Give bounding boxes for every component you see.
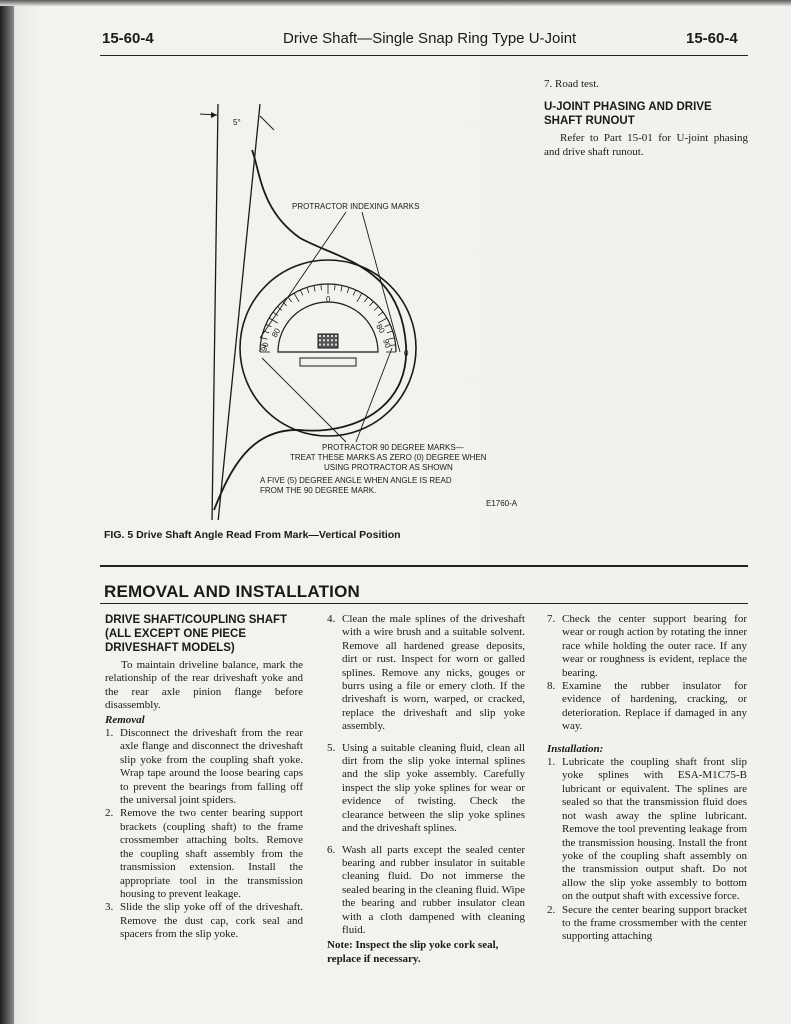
dial-tick [341, 285, 342, 291]
step-text: Lubricate the coupling shaft front slip yoke splines with ESA-M1C75-B lubricant or equivalent. The splines are sealed so that the transmission fluid does not wash away the spline lubricant. Remove the tool preventing leakage from the transmission housing. Install the front yoke of the coupling shaft assembly on the transmission output shaft. Do not allow the slip yoke assembly to bottom on the output shaft with excessive force. [562, 756, 747, 903]
dial-left-90-label: 90 [259, 341, 271, 353]
knurl-dot [335, 335, 337, 337]
knurl-dot [331, 344, 333, 346]
step-number: 2. [547, 903, 556, 916]
dial-left-80-label: 80 [269, 326, 283, 339]
section-rule-bottom [100, 603, 748, 604]
angle-line [218, 104, 260, 520]
label-90-line3: USING PROTRACTOR AS SHOWN [324, 463, 453, 472]
dial-right-90-label: 90 [381, 337, 393, 350]
dial-tick [261, 338, 267, 339]
numbered-step [105, 901, 303, 941]
col1-heading-line-3: DRIVESHAFT MODELS) [105, 642, 235, 654]
section-title: REMOVAL AND INSTALLATION [104, 582, 361, 601]
col1-heading-line-2: (ALL EXCEPT ONE PIECE [105, 628, 247, 640]
intro-paragraph: To maintain driveline balance, mark the relationship of the rear driveshaft yoke and the rear axle pinion flange before disassembly. [105, 659, 303, 712]
angle-arrow-right [260, 116, 274, 130]
step-text: Secure the center bearing support bracket to the frame crossmember with the center supporting attaching [562, 903, 747, 943]
knurl-dot [335, 344, 337, 346]
dial-tick [353, 290, 355, 295]
dial-tick [321, 284, 322, 290]
phasing-paragraph: Refer to Part 15-01 for U-joint phasing and drive shaft runout. [544, 132, 748, 158]
label-90-line2: TREAT THESE MARKS AS ZERO (0) DEGREE WHEN [290, 453, 487, 462]
dial-tick [387, 331, 393, 333]
cork-seal-note: Note: Inspect the slip yoke cork seal, replace if necessary. [327, 939, 499, 965]
removal-label: Removal [105, 713, 145, 726]
knurl-dot [323, 335, 325, 337]
label-five-line1: A FIVE (5) DEGREE ANGLE WHEN ANGLE IS READ [260, 476, 452, 485]
ujoint-phasing-heading [544, 100, 748, 128]
top-edge-shadow [0, 0, 791, 6]
installation-label: Installation: [547, 742, 604, 755]
drive-shaft-heading [105, 613, 303, 655]
dial-tick [364, 297, 368, 302]
heading-line-1: U-JOINT PHASING AND DRIVE [544, 101, 712, 114]
step-text: Slide the slip yoke off of the driveshaft. Remove the dust cap, cork seal and spacers from the slip yoke. [120, 901, 303, 941]
label-five-line2: FROM THE 90 DEGREE MARK. [260, 486, 377, 495]
dial-tick [307, 287, 309, 293]
dial-tick [347, 287, 349, 293]
step-number: 3. [105, 901, 114, 914]
numbered-step [327, 844, 525, 938]
knurl-dot [331, 335, 333, 337]
angle-arrowhead-left [211, 112, 217, 118]
step-text: Check the center support bearing for wear or rough action by rotating the inner race while holding the outer race. If any wear or roughness is evident, replace the bearing. [562, 613, 747, 679]
vertical-reference-line [212, 104, 218, 520]
leader-90-left [262, 358, 346, 442]
binding-shadow [0, 0, 14, 1024]
removal-steps [105, 727, 303, 942]
step-number: 7. [547, 613, 556, 625]
step-text: Using a suitable cleaning fluid, clean all dirt from the slip yoke internal splines and the slip yoke assembly. Carefully inspect the slip yoke splines for wear or evidence of twisting. Check the clearance between the slip yoke splines and the driveshaft splines. [342, 741, 525, 835]
figure-id: E1760-A [486, 499, 518, 508]
knurl-dot [327, 335, 329, 337]
step-number: 6. [327, 843, 336, 856]
step-text: Examine the rubber insulator for evidence of hardening, cracking, or deterioration. Replace if damaged in any way. [562, 680, 747, 733]
knurl-dot [323, 344, 325, 346]
column-1 [105, 613, 303, 942]
page-number-left: 15-60-4 [102, 30, 154, 47]
dial-tick [288, 297, 292, 302]
step-7-road-test: 7. Road test. [544, 78, 599, 90]
step-text: Wash all parts except the sealed center bearing and rubber insulator in suitable cleaning fluid. Do not immerse the sealed bearing in the cleaning fluid. Wipe the bearing and rubber insulator clean with a cloth dampened with cleaning fluid. [342, 843, 525, 936]
numbered-step [547, 904, 747, 944]
dial-right-zero-label: 0 [404, 349, 409, 358]
numbered-step [327, 742, 525, 836]
numbered-step [547, 613, 747, 680]
knurl-dot [323, 339, 325, 341]
dial-tick [294, 293, 299, 302]
dial-tick [357, 293, 362, 302]
level-vial [300, 358, 356, 366]
installation-steps [547, 756, 747, 944]
header-rule [100, 55, 748, 56]
knurl-dot [319, 344, 321, 346]
col1-heading-line-1: DRIVE SHAFT/COUPLING SHAFT [105, 614, 288, 626]
step-number: 1. [547, 756, 556, 769]
knurl-dot [319, 339, 321, 341]
cleaning-steps [327, 613, 525, 937]
dial-tick [369, 301, 373, 305]
dial-tick [300, 290, 302, 295]
section-rule-top [100, 565, 748, 567]
angle-label: 5° [233, 118, 241, 127]
figure-caption: FIG. 5 Drive Shaft Angle Read From Mark—Vertical Position [104, 529, 401, 541]
step-number: 8. [547, 680, 556, 693]
step-text: Disconnect the driveshaft from the rear axle flange and disconnect the driveshaft slip yoke from the coupling shaft yoke. Wrap tape around the loose bearing caps to prevent the bearings from falling off the universal joint spiders. [120, 727, 303, 807]
numbered-step [105, 807, 303, 901]
knurl-dot [327, 339, 329, 341]
running-title: Drive Shaft—Single Snap Ring Type U-Joint [283, 30, 577, 47]
dial-tick [374, 306, 378, 310]
numbered-step [327, 613, 525, 734]
step-number: 1. [105, 727, 114, 740]
step-number: 4. [327, 613, 336, 625]
step-number: 2. [105, 807, 114, 820]
dial-tick [385, 324, 390, 326]
indexing-marks-label: PROTRACTOR INDEXING MARKS [292, 202, 420, 211]
numbered-step [547, 756, 747, 903]
label-90-line1: PROTRACTOR 90 DEGREE MARKS— [322, 443, 464, 452]
numbered-step [547, 680, 747, 734]
dial-zero-label: 0 [326, 295, 331, 304]
inspection-steps [547, 613, 747, 734]
knurl-dot [331, 339, 333, 341]
step-text: Clean the male splines of the driveshaft with a wire brush and a suitable solvent. Remove all hardened grease deposits, dirt or rust. Inspect for worn or galled splines. Remove any nicks, gouges or burrs using a file or emery cloth. If the driveshaft is worn, warped, or cracked, replace the driveshaft and slip yoke assembly. [342, 613, 525, 733]
numbered-step [105, 727, 303, 807]
page-number-right: 15-60-4 [686, 30, 738, 47]
dial-tick [334, 284, 335, 290]
column-3 [547, 613, 747, 944]
dial-tick [378, 312, 383, 316]
step-number: 5. [327, 741, 336, 754]
dial-right-80-label: 80 [374, 322, 387, 335]
protractor-figure [100, 90, 530, 520]
knurl-dot [327, 344, 329, 346]
knurl-dot [335, 339, 337, 341]
dial-tick [314, 285, 315, 291]
step-text: Remove the two center bearing support brackets (coupling shaft) to the frame crossmember attaching bolts. Remove the coupling shaft assembly from the transmission extension. Install the appropriate tool in the transmission housing to prevent leakage. [120, 807, 303, 900]
column-2 [327, 613, 525, 966]
heading-line-2: SHAFT RUNOUT [544, 115, 635, 128]
top-right-column [544, 78, 748, 159]
leader-90-right [356, 348, 392, 442]
knurl-dot [319, 335, 321, 337]
